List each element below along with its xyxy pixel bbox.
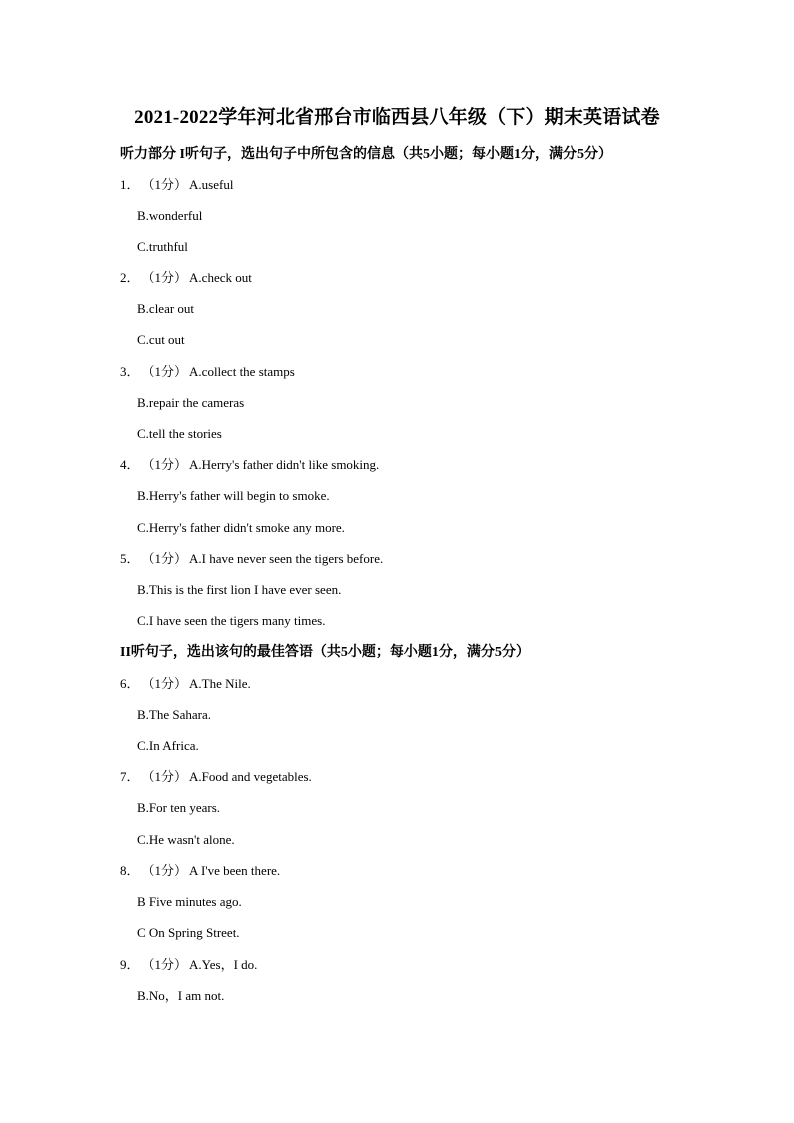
question-number: 9． (120, 957, 140, 972)
option-a: A.collect the stamps (189, 364, 295, 379)
question-score: （1分） (141, 863, 188, 878)
option-a: A.Herry's father didn't like smoking. (189, 457, 380, 472)
question-score: （1分） (141, 551, 188, 566)
option-b: B.wonderful (137, 208, 203, 223)
option-a: A I've been there. (189, 863, 281, 878)
question-5 (120, 549, 383, 569)
option-c: C.cut out (137, 332, 185, 347)
option-c: C.truthful (137, 239, 188, 254)
question-7 (120, 767, 312, 787)
option-b: B.repair the cameras (137, 395, 245, 410)
question-number: 7． (120, 769, 140, 784)
section-heading-2: II听句子，选出该句的最佳答语（共5小题；每小题1分，满分5分） (120, 645, 530, 660)
question-number: 8． (120, 863, 140, 878)
section-heading-1: 听力部分 I听句子，选出句子中所包含的信息（共5小题；每小题1分，满分5分） (120, 147, 612, 162)
question-score: （1分） (141, 457, 188, 472)
question-number: 1． (120, 177, 140, 192)
question-8 (120, 861, 280, 881)
question-number: 5． (120, 551, 140, 566)
option-b: B.clear out (137, 301, 195, 316)
option-c: C.In Africa. (137, 738, 199, 753)
question-1 (120, 175, 233, 195)
question-4 (120, 455, 379, 475)
option-b: B.No，I am not. (137, 988, 225, 1003)
option-c: C.He wasn't alone. (137, 832, 235, 847)
option-b: B.The Sahara. (137, 707, 212, 722)
option-c: C.Herry's father didn't smoke any more. (137, 520, 345, 535)
question-6 (120, 674, 251, 694)
question-score: （1分） (141, 364, 188, 379)
option-b: B Five minutes ago. (137, 894, 242, 909)
question-score: （1分） (141, 769, 188, 784)
option-a: A.check out (189, 270, 252, 285)
option-c: C On Spring Street. (137, 925, 240, 940)
question-3 (120, 362, 295, 382)
option-b: B.This is the first lion I have ever seen. (137, 582, 342, 597)
question-number: 4． (120, 457, 140, 472)
question-score: （1分） (141, 177, 188, 192)
option-b: B.For ten years. (137, 800, 221, 815)
question-score: （1分） (141, 957, 188, 972)
question-number: 6． (120, 676, 140, 691)
option-a: A.Yes，I do. (189, 957, 258, 972)
page-title: 2021-2022学年河北省邢台市临西县八年级（下）期末英语试卷 (134, 107, 660, 128)
option-b: B.Herry's father will begin to smoke. (137, 488, 330, 503)
option-a: A.The Nile. (189, 676, 251, 691)
question-score: （1分） (141, 270, 188, 285)
option-a: A.I have never seen the tigers before. (189, 551, 384, 566)
question-2 (120, 268, 252, 288)
option-c: C.I have seen the tigers many times. (137, 613, 326, 628)
question-9 (120, 955, 257, 975)
option-a: A.Food and vegetables. (189, 769, 312, 784)
question-score: （1分） (141, 676, 188, 691)
question-number: 3． (120, 364, 140, 379)
question-number: 2． (120, 270, 140, 285)
option-a: A.useful (189, 177, 234, 192)
option-c: C.tell the stories (137, 426, 222, 441)
